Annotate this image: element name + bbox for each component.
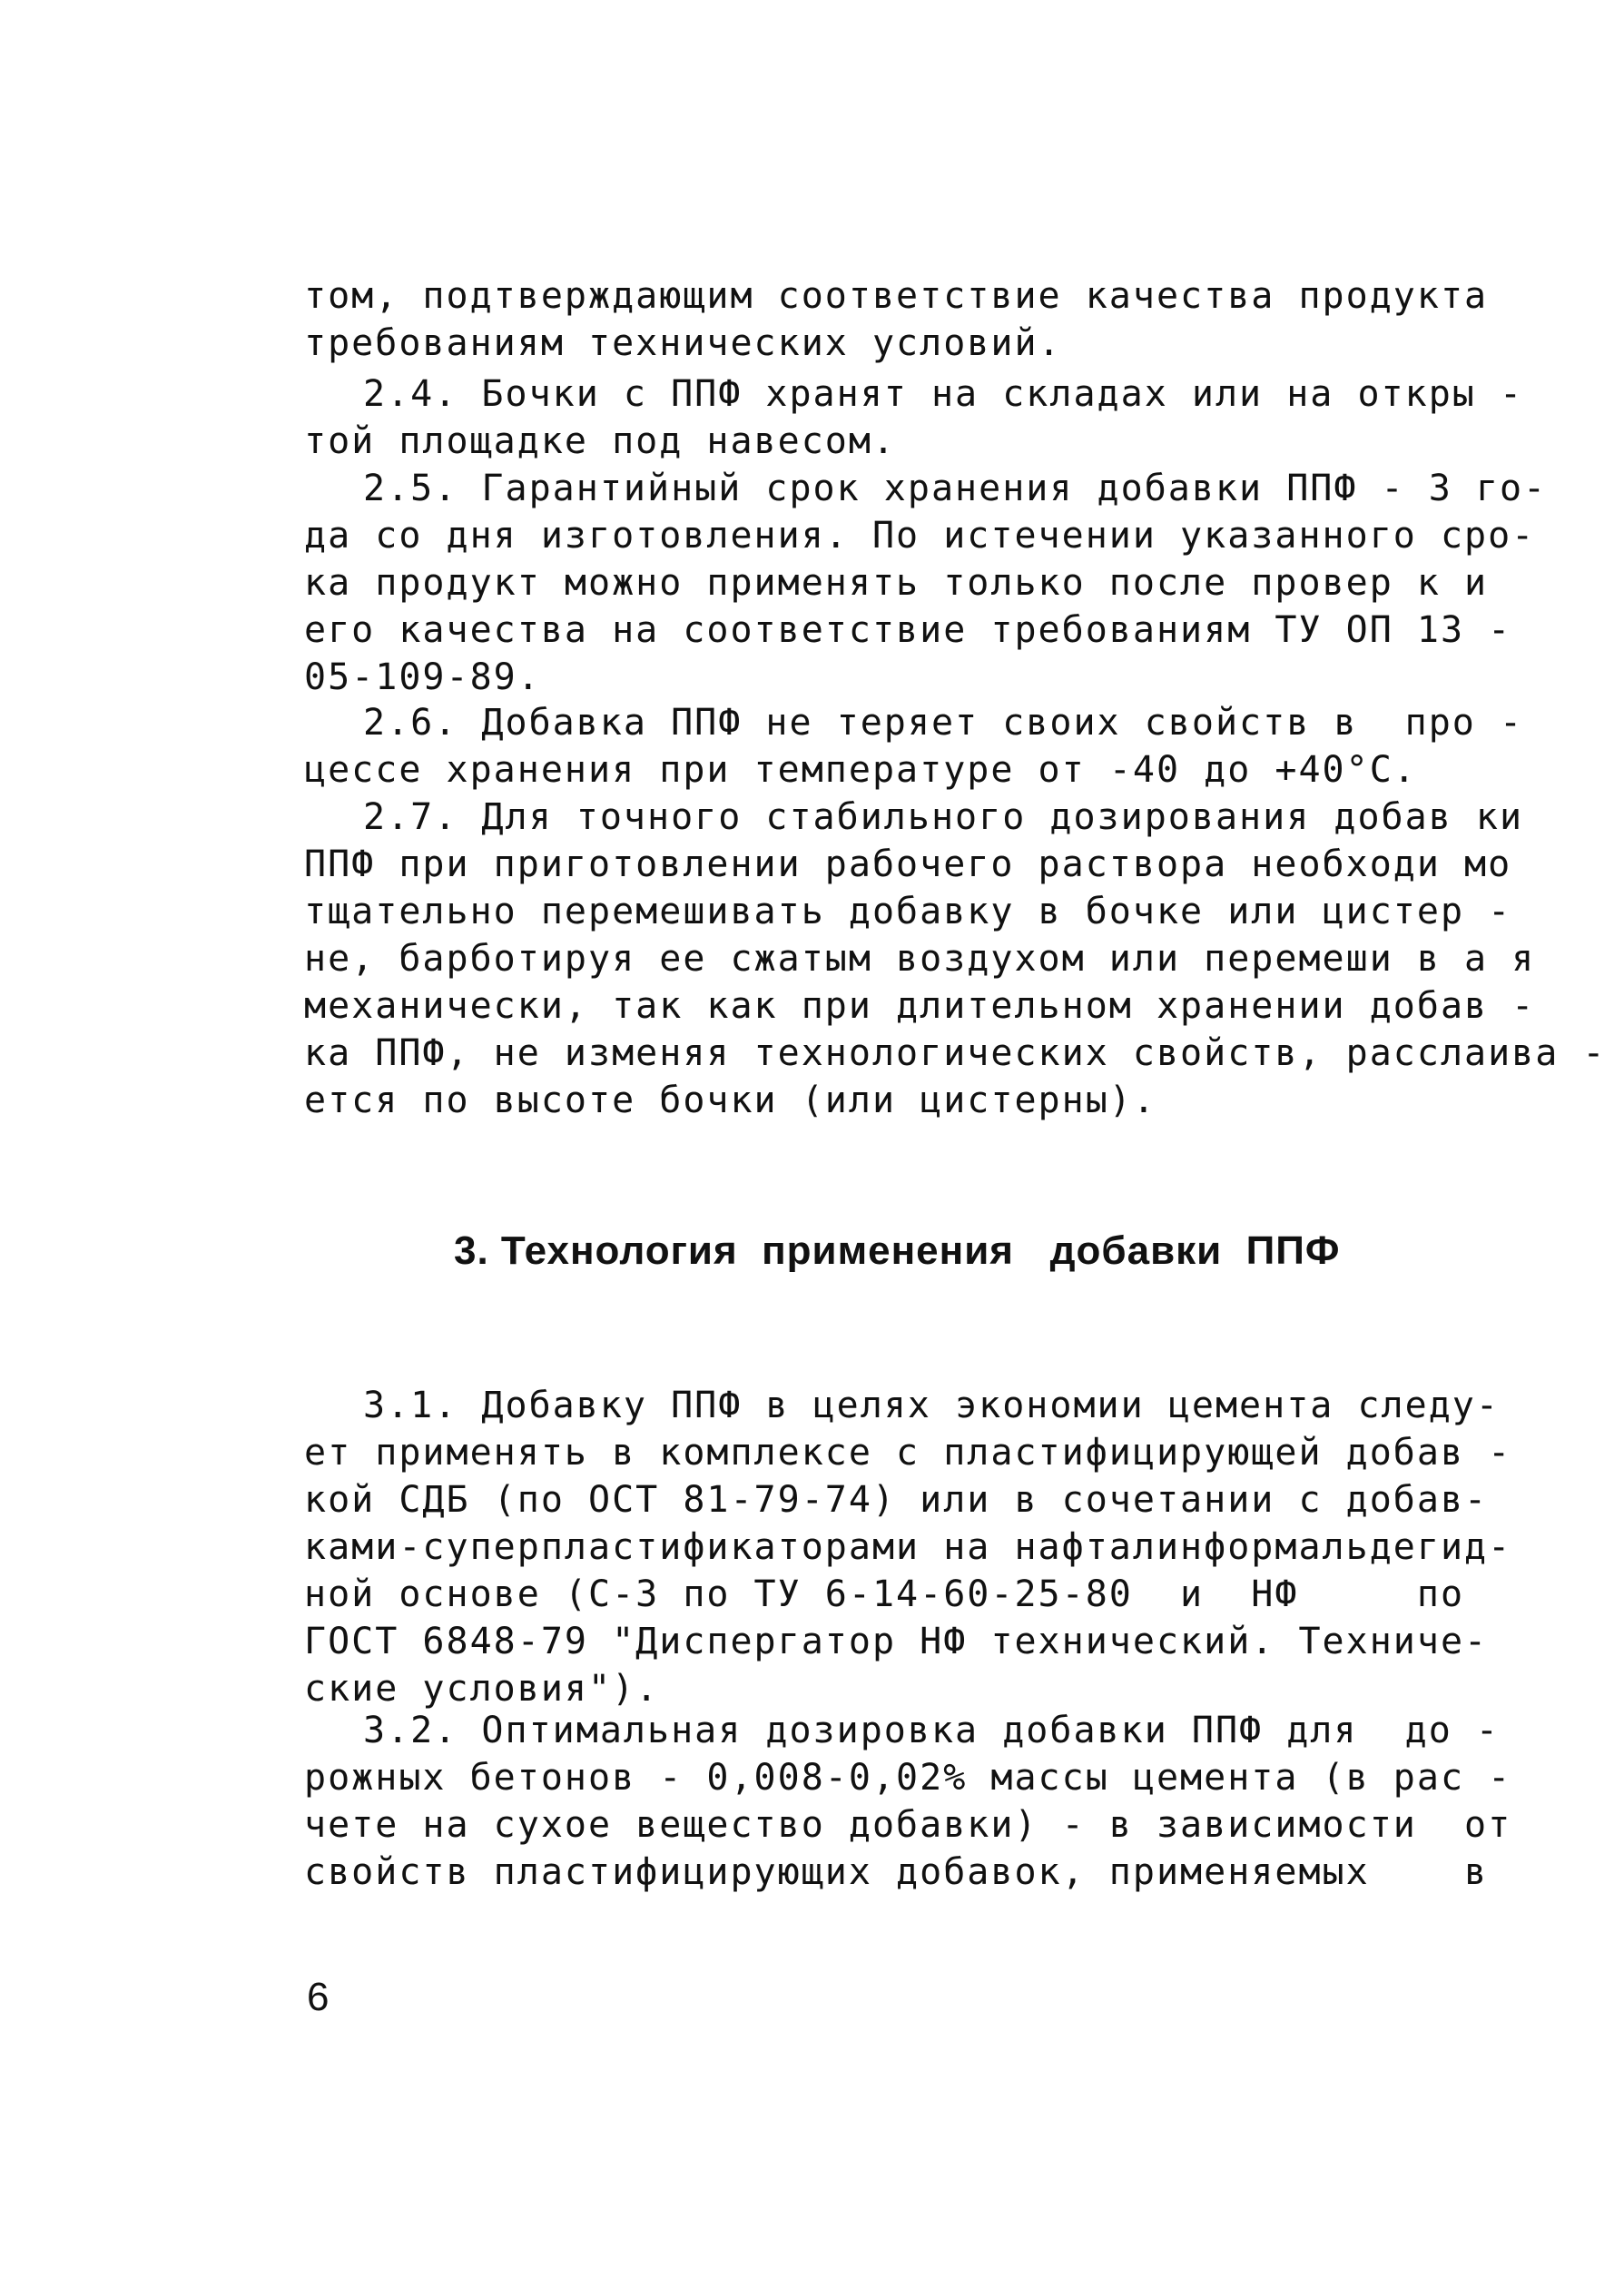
page-number: 6 xyxy=(307,1975,330,2019)
text-line: 3.2. Оптимальная дозировка добавки ППФ для до - xyxy=(363,1710,1500,1751)
text-line: механически, так как при длительном хранении добав - xyxy=(304,985,1536,1027)
text-line: 2.4. Бочки с ППФ хранят на складах или на откры - xyxy=(363,373,1524,415)
text-line: чете на сухое вещество добавки) - в зависимости от xyxy=(304,1804,1512,1846)
text-line: том, подтверждающим соответствие качества продукта xyxy=(304,275,1489,317)
text-line: ка ППФ, не изменяя технологических свойств, расслаива - xyxy=(304,1032,1607,1074)
text-line: ется по высоте бочки (или цистерны). xyxy=(304,1080,1156,1121)
text-line: 2.6. Добавка ППФ не теряет своих свойств в про - xyxy=(363,702,1524,744)
text-line: ка продукт можно применять только после провер к и xyxy=(304,562,1489,604)
text-line: цессе хранения при температуре от -40 до +40°С. xyxy=(304,749,1417,791)
text-line: ной основе (С-3 по ТУ 6-14-60-25-80 и НФ по xyxy=(304,1573,1465,1615)
text-line: 3.1. Добавку ППФ в целях экономии цемента следу- xyxy=(363,1385,1500,1426)
paragraph-2-5 xyxy=(304,465,1548,701)
text-line: рожных бетонов - 0,008-0,02% массы цемента (в рас - xyxy=(304,1757,1512,1799)
text-line: не, барботируя ее сжатым воздухом или перемеши в а я xyxy=(304,938,1536,980)
paragraph-3-2 xyxy=(304,1707,1512,1896)
text-line: ет применять в комплексе с пластифицирующей добав - xyxy=(304,1432,1512,1474)
paragraph-2-6 xyxy=(304,699,1524,794)
text-line: ками-суперпластификаторами на нафталинформальдегид- xyxy=(304,1526,1512,1568)
text-line: его качества на соответствие требованиям ТУ ОП 13 - xyxy=(304,609,1512,651)
text-line: тщательно перемешивать добавку в бочке или цистер - xyxy=(304,891,1512,932)
continued-paragraph xyxy=(304,272,1489,367)
text-line: кой СДБ (по ОСТ 81-79-74) или в сочетании с добав- xyxy=(304,1479,1489,1521)
text-line: свойств пластифицирующих добавок, применяемых в xyxy=(304,1851,1489,1893)
section-heading: 3. Технология применения добавки ППФ xyxy=(454,1228,1341,1273)
text-line: ППФ при приготовлении рабочего раствора необходи мо xyxy=(304,843,1512,885)
text-line: требованиям технических условий. xyxy=(304,322,1062,364)
text-line: да со дня изготовления. По истечении указанного сро- xyxy=(304,515,1536,557)
text-line: 05-109-89. xyxy=(304,656,541,698)
text-line: ГОСТ 6848-79 "Диспергатор НФ технический. Техниче- xyxy=(304,1621,1489,1662)
text-line: 2.5. Гарантийный срок хранения добавки ППФ - 3 го- xyxy=(363,468,1548,509)
paragraph-2-7 xyxy=(304,794,1607,1124)
paragraph-3-1 xyxy=(304,1382,1512,1712)
text-line: ские условия"). xyxy=(304,1668,660,1710)
text-line: той площадке под навесом. xyxy=(304,420,897,462)
text-line: 2.7. Для точного стабильного дозирования добав ки xyxy=(363,796,1524,838)
paragraph-2-4 xyxy=(304,370,1524,465)
